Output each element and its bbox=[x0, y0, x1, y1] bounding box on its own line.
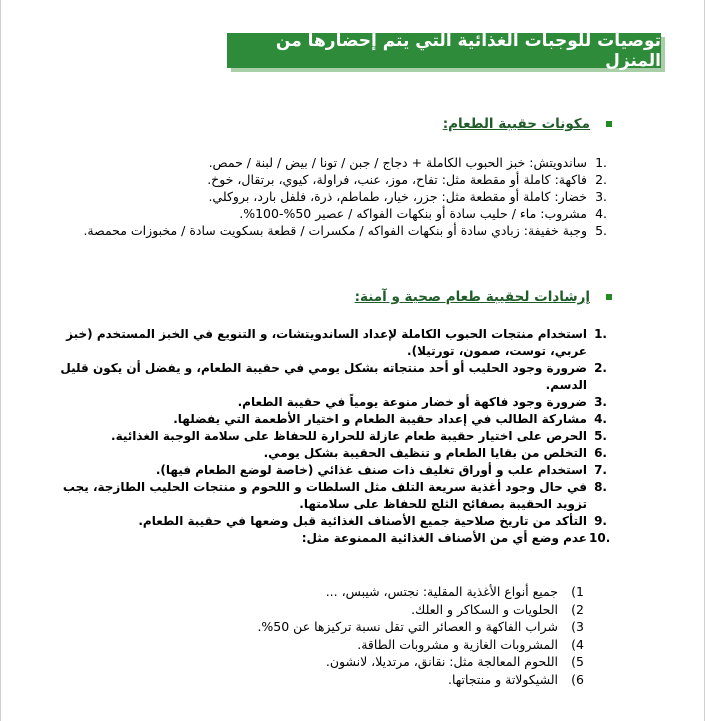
list-item: 3. ضرورة وجود فاكهة أو خضار منوعة يومياً في حقيبة الطعام. bbox=[237, 395, 607, 409]
section-heading-text: مكونات حقيبة الطعام: bbox=[442, 116, 590, 132]
page-title: توصيات للوجبات الغذائية التي يتم إحضارها من المنزل bbox=[275, 30, 661, 71]
square-bullet-icon bbox=[606, 294, 612, 300]
list-item: (3 شراب الفاكهة و العصائر التي تقل نسبة تركيزها عن 50%. bbox=[257, 619, 584, 634]
ingredients-list bbox=[35, 154, 607, 239]
list-item: 4. مشروب: ماء / حليب سادة أو بنكهات الفواكه / عصير 50%-100%. bbox=[239, 206, 607, 221]
list-item: 2. ضرورة وجود الحليب أو أحد منتجاته بشكل يومي في حقيبة الطعام، و يفضل أن يكون قليل الدسم. bbox=[60, 361, 607, 392]
section-heading-text: إرشادات لحقيبة طعام صحية و آمنة: bbox=[354, 289, 590, 305]
list-item: 9. التأكد من تاريخ صلاحية جميع الأصناف الغذائية قبل وضعها في حقيبة الطعام. bbox=[138, 514, 607, 528]
list-item: (2 الحلويات و السكاكر و العلك. bbox=[411, 601, 584, 617]
list-item: (1 جميع أنواع الأغذية المقلية: نجتس، شيبس، ... bbox=[325, 584, 584, 599]
title-banner bbox=[227, 30, 661, 71]
list-item: (5 اللحوم المعالجة مثل: نقانق، مرتديلا، لانشون. bbox=[325, 654, 584, 669]
list-item: 7. استخدام علب و أوراق تغليف ذات صنف غذائي (خاصة لوضع الطعام فيها). bbox=[155, 463, 607, 477]
section-heading-guidelines bbox=[355, 289, 612, 305]
list-item: 4. مشاركة الطالب في إعداد حقيبة الطعام و اختيار الأطعمة التي يفضلها. bbox=[173, 412, 607, 426]
list-item: 3. خضار: كاملة أو مقطعة مثل: جزر، خيار، طماطم، ذرة، فلفل بارد، بروكلي. bbox=[208, 189, 607, 204]
list-item: 6. التخلص من بقايا الطعام و تنظيف الحقيبة بشكل يومي. bbox=[263, 446, 607, 460]
list-item: 10. عدم وضع أي من الأصناف الغذائية الممنوعة مثل: bbox=[301, 531, 611, 545]
list-item: 1. استخدام منتجات الحبوب الكاملة لإعداد الساندويتشات، و التنويع في الخبز المستخدم (خبز عربي، توست، صمون، تورتيلا). bbox=[66, 327, 607, 358]
list-item: 1. ساندويتش: خبز الحبوب الكاملة + دجاج / جبن / تونا / بيض / لبنة / حمص. bbox=[208, 155, 607, 170]
list-item: (6 الشيكولاتة و منتجاتها. bbox=[448, 671, 584, 687]
section-heading-ingredients bbox=[443, 116, 612, 132]
list-item: 5. وجبة خفيفة: زبادي سادة أو بنكهات الفواكه / مكسرات / قطعة بسكويت سادة / مخبوزات محمصة. bbox=[83, 223, 607, 238]
list-item: 2. فاكهة: كاملة أو مقطعة مثل: تفاح، موز، عنب، فراولة، كيوي، برتقال، خوخ. bbox=[207, 172, 607, 187]
list-item: 5. الحرص على اختيار حقيبة طعام عازلة للحرارة للحفاظ على سلامة الوجبة الغذائية. bbox=[111, 429, 607, 443]
list-item: 8. في حال وجود أغذية سريعة التلف مثل السلطات و اللحوم و منتجات الحليب الطازجة، يجب تزويد الحقيبة بصفائح الثلج للحفاظ على سلامتها. bbox=[62, 480, 607, 511]
forbidden-foods-list bbox=[201, 583, 584, 688]
list-item: (4 المشروبات الغازية و مشروبات الطاقة. bbox=[357, 636, 584, 652]
square-bullet-icon bbox=[606, 121, 612, 127]
guidelines-list bbox=[35, 326, 611, 547]
